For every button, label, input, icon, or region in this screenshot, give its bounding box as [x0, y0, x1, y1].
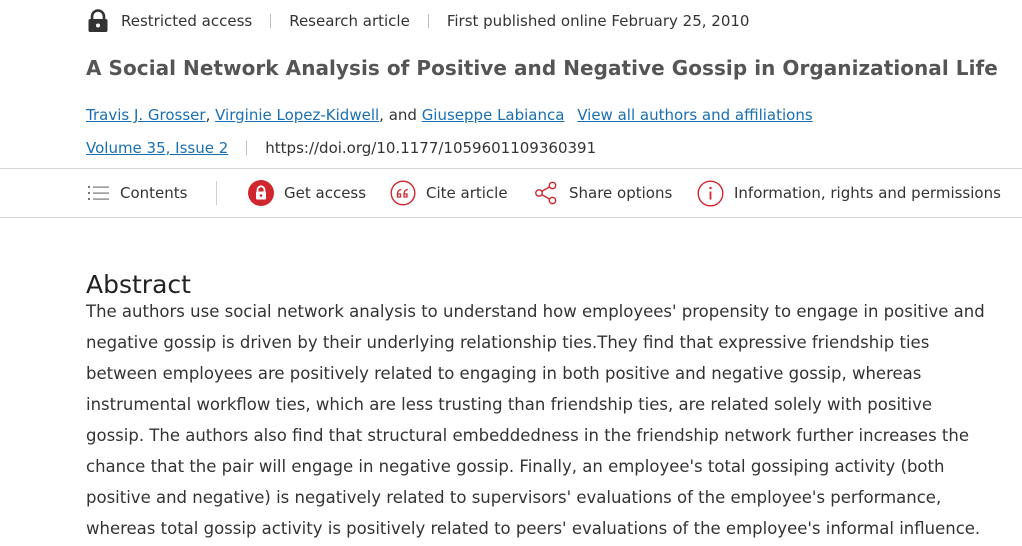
author-link[interactable]: Virginie Lopez-Kidwell	[215, 106, 380, 124]
quote-icon	[390, 180, 416, 206]
author-link[interactable]: Travis J. Grosser	[86, 106, 206, 124]
doi-text[interactable]: https://doi.org/10.1177/1059601109360391	[265, 139, 597, 157]
lock-icon	[87, 9, 109, 33]
share-options-button[interactable]	[533, 169, 672, 217]
share-icon	[533, 180, 559, 206]
cite-article-label: Cite article	[426, 184, 508, 202]
contents-button[interactable]	[88, 169, 187, 217]
get-access-label: Get access	[284, 184, 367, 202]
toolbar-divider	[216, 181, 217, 205]
cite-article-button[interactable]	[390, 169, 508, 217]
share-options-label: Share options	[569, 184, 673, 202]
list-icon	[88, 184, 110, 202]
abstract-heading: Abstract	[86, 269, 191, 299]
information-label: Information, rights and permissions	[734, 184, 1001, 202]
access-status: Restricted access	[121, 12, 253, 30]
article-title: A Social Network Analysis of Positive and Negative Gossip in Organizational Life	[86, 56, 998, 80]
volume-issue-link[interactable]: Volume 35, Issue 2	[86, 139, 229, 157]
get-access-button[interactable]	[248, 169, 366, 217]
divider	[246, 141, 247, 155]
divider	[270, 14, 271, 28]
publication-date: First published online February 25, 2010	[446, 12, 750, 30]
information-button[interactable]	[697, 169, 1001, 217]
article-type: Research article	[289, 12, 410, 30]
author-link[interactable]: Giuseppe Labianca	[421, 106, 565, 124]
abstract-text: The authors use social network analysis to understand how employees' propensity to engage in positive and negative gossip is driven by their underlying relationship ties.They find that expressive friendship ties between employees are positively related to engaging in both positive and negative gossip, whereas instrumental workflow ties, which are less trusting than friendship ties, are related solely with positive gossip. The authors also find that structural embeddedness in the friendship network further increases the chance that the pair will engage in negative gossip. Finally, an employee's total gossiping activity (both positive and negative) is negatively related to supervisors' evaluations of the employee's performance, whereas total gossip activity is positively related to peers' evaluations of the employee's informal influence.	[86, 302, 985, 538]
article-toolbar	[0, 168, 1022, 218]
article-meta-bar	[87, 8, 749, 34]
view-all-authors-link[interactable]: View all authors and affiliations	[577, 106, 813, 124]
contents-label: Contents	[120, 184, 188, 202]
author-separator: , and	[379, 106, 422, 124]
info-icon	[697, 180, 724, 207]
author-list	[86, 106, 813, 124]
divider	[428, 14, 429, 28]
lock-circle-icon	[248, 180, 274, 206]
author-separator: ,	[205, 106, 216, 124]
volume-line	[86, 139, 596, 157]
